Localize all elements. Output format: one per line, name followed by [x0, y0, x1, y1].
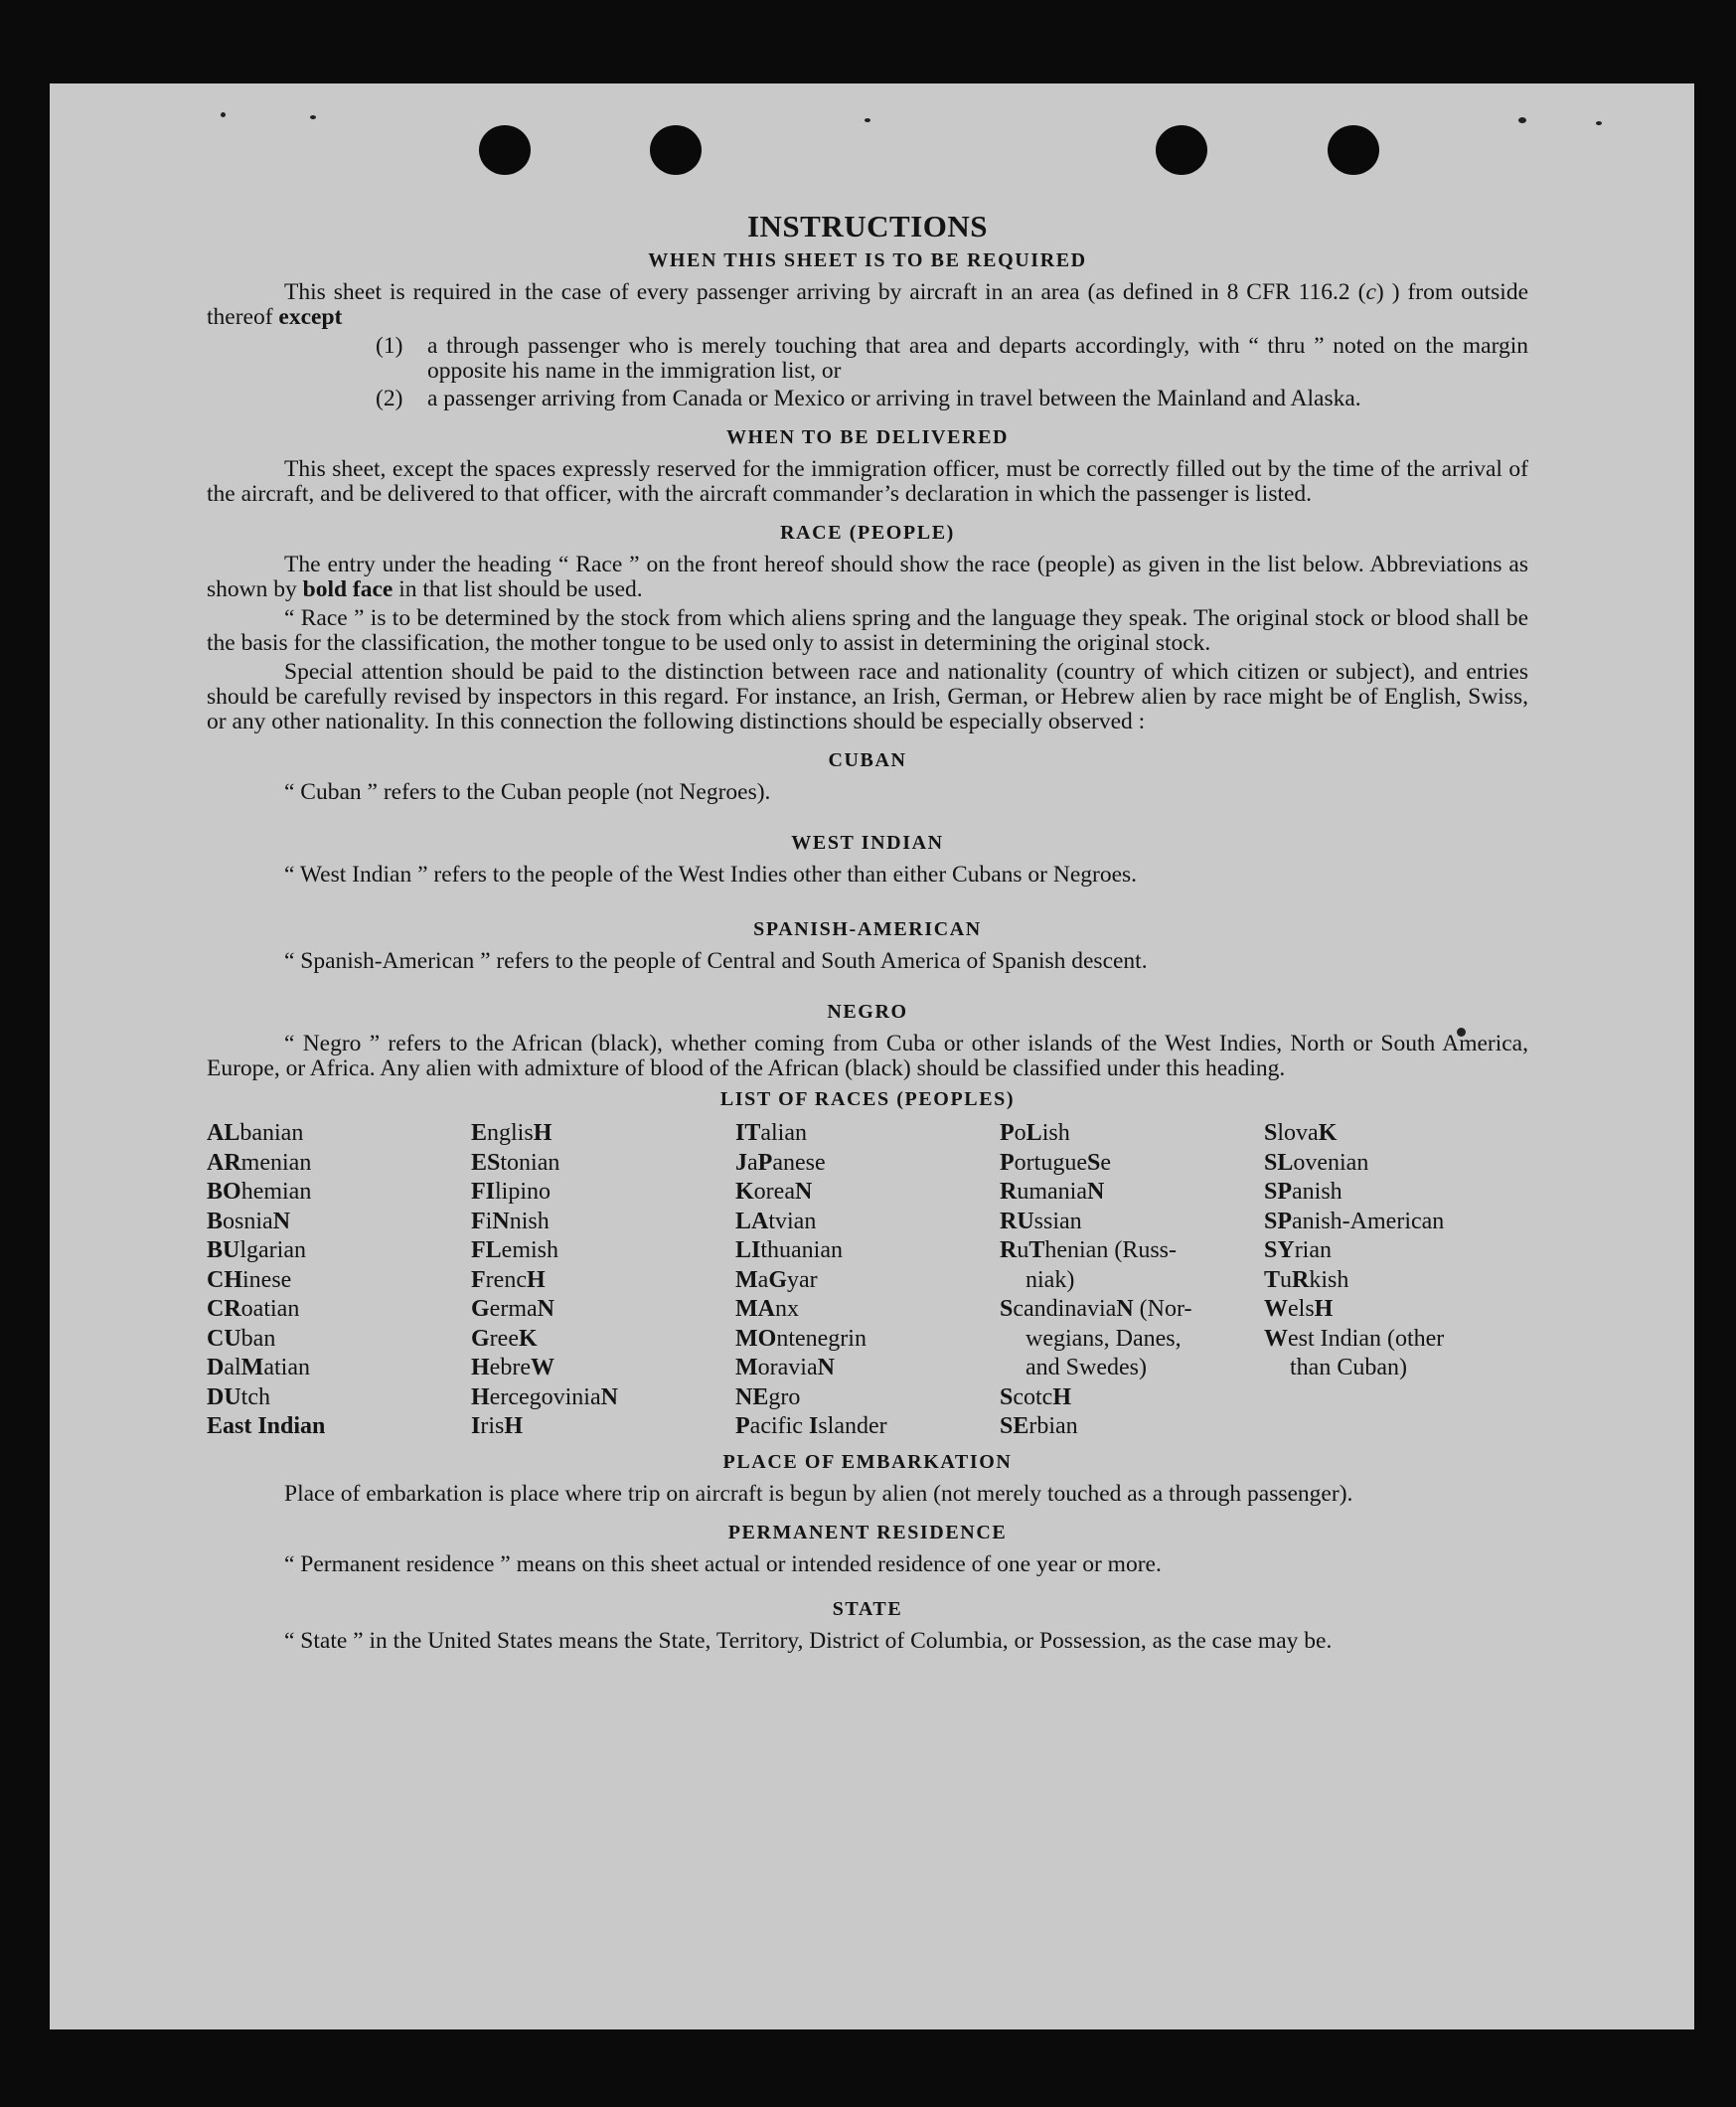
- race-entry: HercegoviniaN: [471, 1383, 618, 1410]
- race-entry: RuThenian (Russ-: [1000, 1237, 1178, 1263]
- exception-item: (1) a through passenger who is merely touching that area and departs accordingly, with “ thru ” noted on the margin opposite his name in the immigration list, or: [376, 333, 1528, 384]
- races-column: [1000, 1119, 1264, 1442]
- race-entry: EnglisH: [471, 1120, 552, 1146]
- state-text: “ State ” in the United States means the State, Territory, District of Columbia, or Possession, as the case may be.: [284, 1627, 1333, 1654]
- section-heading-required: WHEN THIS SHEET IS TO BE REQUIRED: [648, 249, 1087, 271]
- spanish-american-text: “ Spanish-American ” refers to the people of Central and South America of Spanish descent.: [284, 948, 1148, 974]
- races-column: [471, 1119, 735, 1442]
- race-entry: LAtvian: [735, 1208, 817, 1234]
- race-entry: FLemish: [471, 1237, 558, 1263]
- race-entry: SPanish-American: [1264, 1208, 1445, 1234]
- punch-hole: [650, 125, 702, 175]
- negro-text: “ Negro ” refers to the African (black), whether coming from Cuba or other islands of the West Indies, North or South America, Europe, or Africa. Any alien with admixture of blood of the African (black) should be classified under this heading.: [207, 1031, 1528, 1081]
- race-entry: KoreaN: [735, 1179, 813, 1205]
- race-entry: East Indian: [207, 1413, 326, 1439]
- race-entry: wegians, Danes,: [1026, 1325, 1182, 1352]
- race-entry: LIthuanian: [735, 1237, 843, 1263]
- race-entry: ScotcH: [1000, 1383, 1072, 1410]
- race-paragraph: “ Race ” is to be determined by the stock from which aliens spring and the language they speak. The original stock or blood shall be the basis for the classification, the mother tongue to be used only to assist in determining the original stock.: [207, 605, 1528, 656]
- race-entry: MaGyar: [735, 1266, 818, 1293]
- cuban-text: “ Cuban ” refers to the Cuban people (not Negroes).: [284, 779, 771, 805]
- section-heading-delivered: WHEN TO BE DELIVERED: [725, 426, 1010, 448]
- race-entry: CRoatian: [207, 1296, 300, 1322]
- race-entry: SYrian: [1264, 1237, 1332, 1263]
- race-entry: PoLish: [1000, 1120, 1070, 1146]
- race-entry: MOntenegrin: [735, 1325, 867, 1352]
- punch-hole: [479, 125, 531, 175]
- race-entry: RumaniaN: [1000, 1179, 1105, 1205]
- scan-speck: [865, 118, 870, 122]
- race-entry: ARmenian: [207, 1149, 312, 1176]
- race-entry: FiNnish: [471, 1208, 550, 1234]
- race-entry: RUssian: [1000, 1208, 1082, 1234]
- race-entry: SlovaK: [1264, 1120, 1338, 1146]
- race-entry: BOhemian: [207, 1179, 312, 1205]
- section-heading-negro: NEGRO: [827, 1001, 908, 1023]
- race-entry: Pacific Islander: [735, 1413, 887, 1439]
- race-entry: than Cuban): [1290, 1355, 1407, 1380]
- race-entry: FIlipino: [471, 1179, 552, 1205]
- race-entry: DalMatian: [207, 1355, 310, 1380]
- race-entry: CHinese: [207, 1266, 292, 1293]
- race-entry: JaPanese: [735, 1149, 826, 1176]
- race-entry: and Swedes): [1026, 1355, 1147, 1380]
- section-heading-embarkation: PLACE OF EMBARKATION: [722, 1450, 1013, 1473]
- page-title: INSTRUCTIONS: [746, 209, 988, 243]
- scan-speck: [310, 115, 316, 119]
- race-entry: IrisH: [471, 1413, 524, 1439]
- race-entry: EStonian: [471, 1149, 560, 1176]
- race-entry: BosniaN: [207, 1208, 291, 1234]
- race-entry: DUtch: [207, 1383, 270, 1410]
- race-entry: ScandinaviaN (Nor-: [1000, 1296, 1192, 1322]
- section-heading-west-indian: WEST INDIAN: [791, 832, 944, 854]
- race-entry: GermaN: [471, 1296, 554, 1322]
- race-entry: GreeK: [471, 1325, 538, 1352]
- race-entry: TuRkish: [1264, 1266, 1349, 1293]
- section-heading-cuban: CUBAN: [828, 749, 907, 771]
- race-entry: CUban: [207, 1325, 276, 1352]
- races-list: [207, 1119, 1528, 1442]
- instructions-text: [207, 209, 1528, 1658]
- race-entry: SLovenian: [1264, 1149, 1369, 1176]
- section-heading-residence: PERMANENT RESIDENCE: [727, 1521, 1008, 1543]
- races-column: [1264, 1119, 1528, 1442]
- race-entry: ITalian: [735, 1120, 807, 1146]
- race-entry: SPanish: [1264, 1179, 1342, 1205]
- scan-speck: [221, 112, 226, 117]
- section-heading-list-of-races: LIST OF RACES (PEOPLES): [719, 1088, 1016, 1110]
- race-entry: FrencH: [471, 1266, 546, 1293]
- race-entry: niak): [1026, 1266, 1075, 1293]
- race-entry: PortugueSe: [1000, 1149, 1111, 1176]
- race-entry: MAnx: [735, 1296, 799, 1322]
- race-entry: ALbanian: [207, 1120, 304, 1146]
- embarkation-text: Place of embarkation is place where trip on aircraft is begun by alien (not merely touched as a through passenger).: [284, 1480, 1353, 1507]
- west-indian-text: “ West Indian ” refers to the people of the West Indies other than either Cubans or Negroes.: [284, 862, 1138, 888]
- punch-hole: [1156, 125, 1207, 175]
- race-entry: NEgro: [735, 1383, 801, 1410]
- race-entry: BUlgarian: [207, 1237, 306, 1263]
- scan-speck: [1596, 121, 1602, 125]
- section-heading-spanish-american: SPANISH-AMERICAN: [753, 918, 982, 940]
- punch-hole: [1328, 125, 1379, 175]
- section-heading-race: RACE (PEOPLE): [780, 522, 955, 544]
- race-entry: WelsH: [1264, 1296, 1334, 1322]
- scan-speck: [1518, 117, 1526, 123]
- exception-item: (2) a passenger arriving from Canada or Mexico or arriving in travel between the Mainland and Alaska.: [376, 386, 1361, 411]
- race-paragraph: The entry under the heading “ Race ” on the front hereof should show the race (people) as given in the list below. Abbreviations as shown by bold face in that list should be used.: [207, 552, 1528, 602]
- delivered-text: This sheet, except the spaces expressly reserved for the immigration officer, must be correctly filled out by the time of the arrival of the aircraft, and be delivered to that officer, with the aircraft commander’s declaration in which the passenger is listed.: [207, 456, 1528, 507]
- race-entry: SErbian: [1000, 1413, 1078, 1439]
- races-column: [735, 1119, 1000, 1442]
- required-intro: This sheet is required in the case of every passenger arriving by aircraft in an area (as defined in 8 CFR 116.2 (c) ) from outside thereof except: [207, 279, 1529, 330]
- races-column: [207, 1119, 471, 1442]
- race-paragraph: Special attention should be paid to the distinction between race and nationality (country of which citizen or subject), and entries should be carefully revised by inspectors in this regard. For instance, an Irish, German, or Hebrew alien by race might be of English, Swiss, or any other nationality. In this connection the following distinctions should be especially observed :: [207, 659, 1528, 734]
- section-heading-state: STATE: [832, 1597, 903, 1620]
- race-entry: HebreW: [471, 1355, 554, 1380]
- residence-text: “ Permanent residence ” means on this sheet actual or intended residence of one year or more.: [284, 1550, 1162, 1577]
- race-entry: MoraviaN: [735, 1355, 835, 1380]
- race-entry: West Indian (other: [1264, 1325, 1445, 1352]
